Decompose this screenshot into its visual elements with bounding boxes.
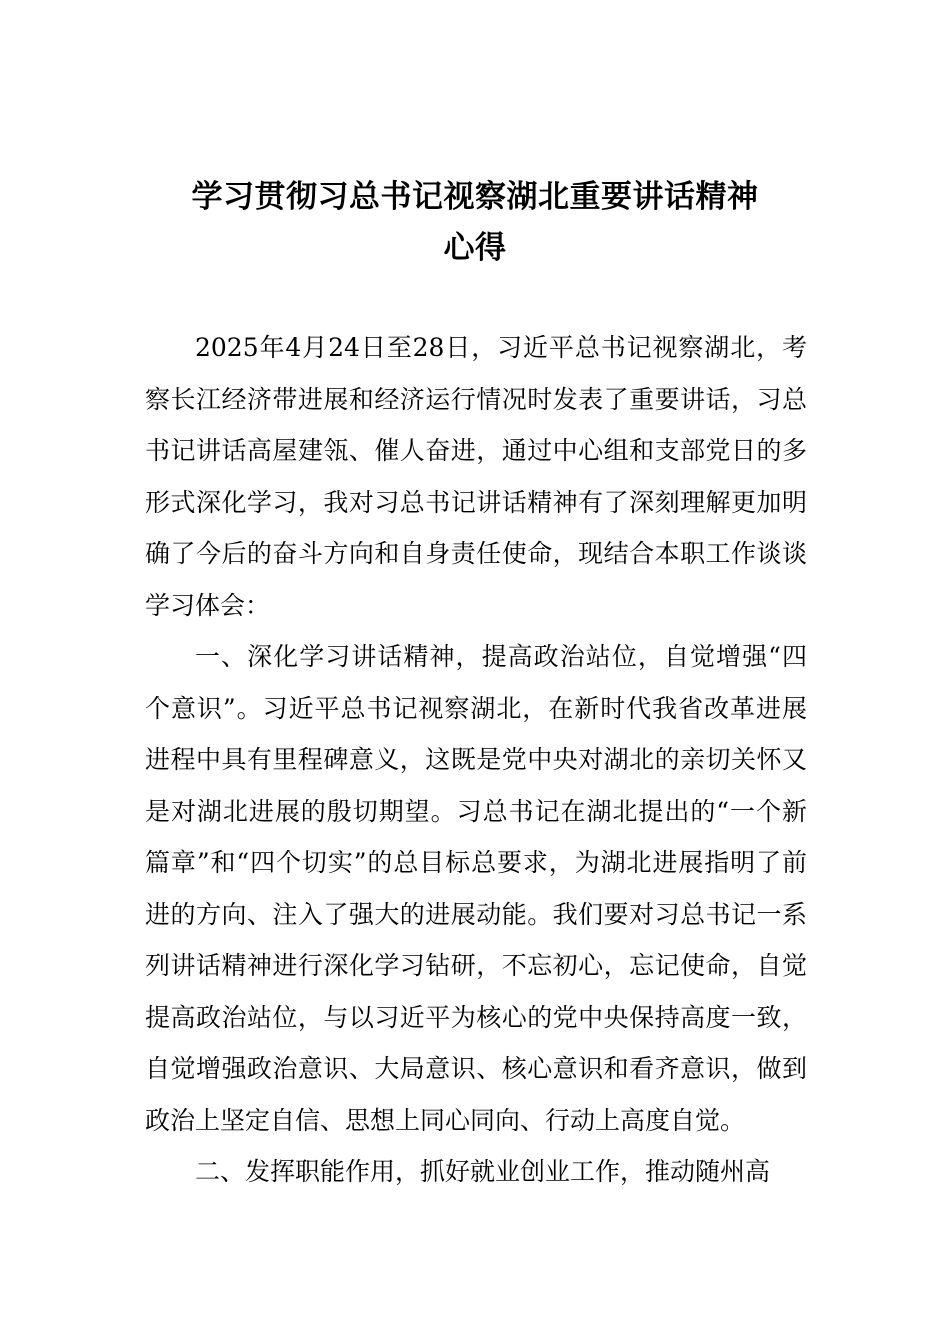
- title-line-2: 心得: [443, 230, 507, 266]
- document-title: [140, 172, 810, 274]
- document-body: [145, 322, 807, 1198]
- paragraph-section-2: 二、发挥职能作用，抓好就业创业工作，推动随州高: [195, 1157, 771, 1186]
- paragraph-intro: 2025年4月24日至28日，习近平总书记视察湖北，考察长江经济带进展和经济运行情况时发表了重要讲话，习总书记讲话高屋建瓴、催人奋进，通过中心组和支部党日的多形式深化学习，我对习总书记讲话精神有了深刻理解更加明确了今后的奋斗方向和自身责任使命，现结合本职工作谈谈学习体会：: [145, 333, 807, 620]
- title-line-1: 学习贯彻习总书记视察湖北重要讲话精神: [191, 179, 759, 215]
- paragraph-section-1: 一、深化学习讲话精神，提高政治站位，自觉增强“四个意识”。习近平总书记视察湖北，在新时代我省改革进展进程中具有里程碑意义，这既是党中央对湖北的亲切关怀又是对湖北进展的殷切期望。习总书记在湖北提出的“一个新篇章”和“四个切实”的总目标总要求，为湖北进展指明了前进的方向、注入了强大的进展动能。我们要对习总书记一系列讲话精神进行深化学习钻研，不忘初心，忘记使命，自觉提高政治站位，与以习近平为核心的党中央保持高度一致，自觉增强政治意识、大局意识、核心意识和看齐意识，做到政治上坚定自信、思想上同心同向、行动上高度自觉。: [145, 642, 807, 1135]
